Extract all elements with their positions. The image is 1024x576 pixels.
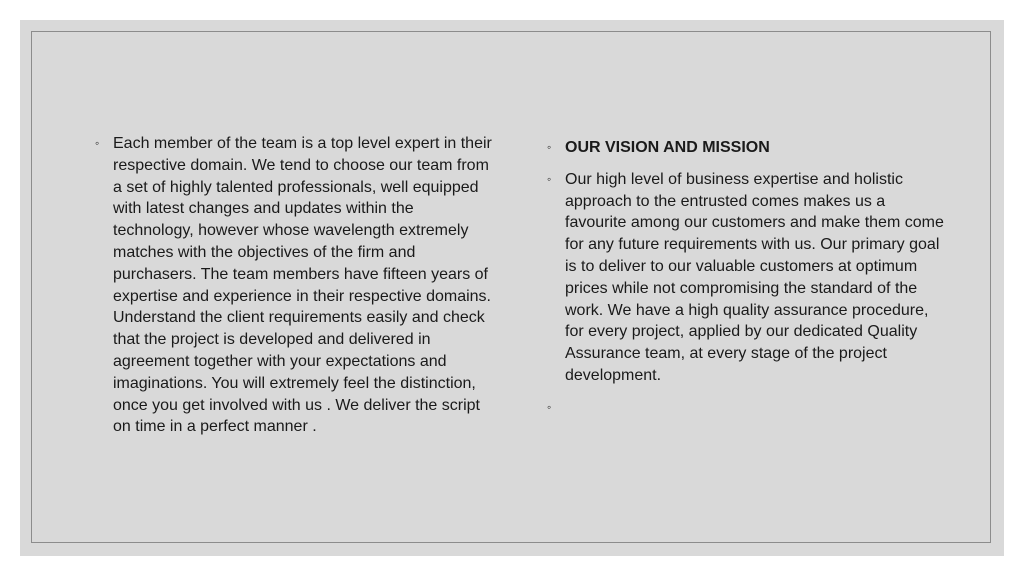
vision-mission-heading: OUR VISION AND MISSION: [565, 139, 770, 156]
left-column: [95, 133, 495, 448]
list-item: [95, 133, 495, 438]
right-column: [547, 137, 947, 429]
team-description: Each member of the team is a top level expert in their respective domain. We tend to choose our team from a set of highly talented professionals, well equipped with latest changes and updates within the technology, however whose wavelength extremely matches with the objectives of the firm and purchasers. The team members have fifteen years of expertise and experience in their respective domains. Understand the client requirements easily and check that the project is developed and delivered in agreement together with your expectations and imaginations. You will extremely feel the distinction, once you get involved with us . We deliver the script on time in a perfect manner .: [113, 135, 492, 436]
bullet-icon: ◦: [95, 136, 100, 150]
vision-mission-paragraph: Our high level of business expertise and holistic approach to the entrusted comes makes us a favourite among our customers and make them come for any future requirements with us. Our primary goal is to deliver to our valuable customers at optimum prices while not compromising the standard of the work. We have a high quality assurance procedure, for every project, applied by our dedicated Quality Assurance team, at every stage of the project development.: [565, 170, 944, 384]
slide: [20, 20, 1004, 556]
bullet-icon: ◦: [547, 399, 552, 414]
list-item: [547, 169, 947, 387]
bullet-icon: ◦: [547, 140, 552, 154]
list-item: [547, 137, 947, 159]
list-item: [547, 397, 947, 419]
bullet-icon: ◦: [547, 171, 552, 186]
